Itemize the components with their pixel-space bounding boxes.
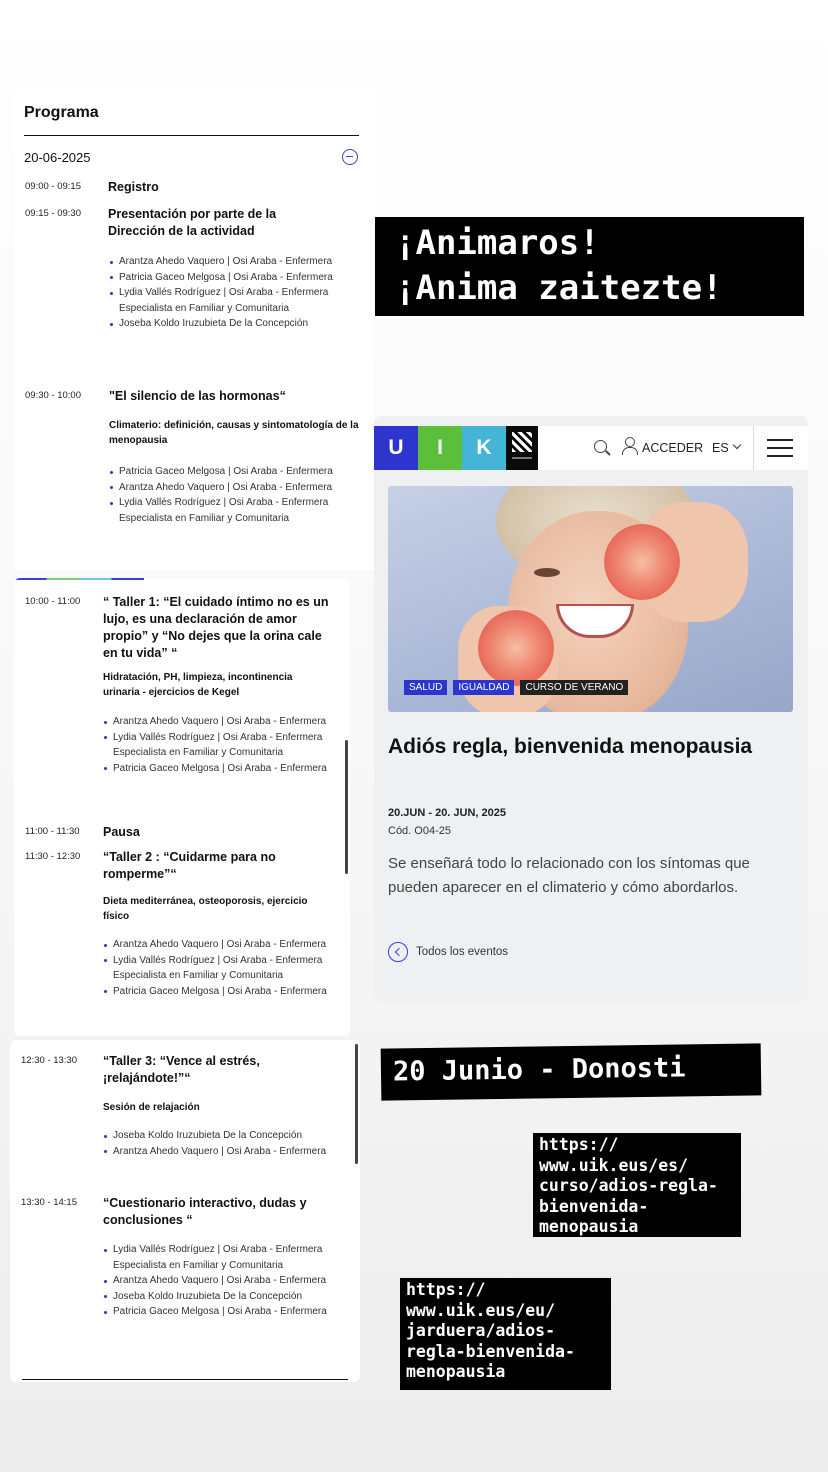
header-divider xyxy=(753,426,754,470)
session-subtitle: Dieta mediterránea, osteoporosis, ejercicio físico xyxy=(103,896,308,922)
speaker-item: Lydia Vallés Rodríguez | Osi Araba - Enfermera Especialista en Familiar y Comunitaria xyxy=(110,495,364,526)
event-title: Adiós regla, bienvenida menopausia xyxy=(388,735,753,758)
session-subtitle: Sesión de relajación xyxy=(103,1102,200,1113)
logo-letter: K xyxy=(462,426,506,470)
speaker-list xyxy=(104,937,344,999)
speaker-item: Patricia Gaceo Melgosa | Osi Araba - Enfermera xyxy=(110,270,362,286)
hero-eye xyxy=(534,568,560,577)
event-description: Se enseñará todo lo relacionado con los síntomas que pueden aparecer en el climaterio y cómo abordarlos. xyxy=(388,855,750,896)
program-panel-2 xyxy=(14,578,350,1036)
session-title: Pausa xyxy=(103,825,140,839)
speaker-list xyxy=(110,254,362,332)
speaker-item: Joseba Koldo Iruzubieta De la Concepción xyxy=(110,316,362,332)
session-title: “Taller 2 : “Cuidarme para no romperme”“ xyxy=(103,850,276,881)
speaker-item: Arantza Ahedo Vaquero | Osi Araba - Enfermera xyxy=(104,1144,344,1160)
back-arrow-icon[interactable] xyxy=(388,942,408,962)
event-code: Cód. O04-25 xyxy=(388,825,451,837)
speaker-item: Patricia Gaceo Melgosa | Osi Araba - Enfermera xyxy=(110,464,364,480)
scrollbar[interactable] xyxy=(345,740,348,874)
url-es-link[interactable]: https:// www.uik.eus/es/ curso/adios-regla- bienvenida- menopausia xyxy=(533,1133,741,1237)
session-title: “Taller 3: “Vence al estrés, ¡relajándote!”“ xyxy=(103,1054,260,1085)
speaker-item: Joseba Koldo Iruzubieta De la Concepción xyxy=(104,1128,344,1144)
banner-line: ¡Anima zaitezte! xyxy=(395,268,723,308)
program-panel-3 xyxy=(10,1040,360,1382)
speaker-item: Arantza Ahedo Vaquero | Osi Araba - Enfermera xyxy=(110,480,364,496)
event-dates: 20.JUN - 20. JUN, 2025 xyxy=(388,807,507,819)
speaker-item: Arantza Ahedo Vaquero | Osi Araba - Enfermera xyxy=(104,937,344,953)
session-time: 09:00 - 09:15 xyxy=(25,181,81,192)
color-stripe xyxy=(14,578,144,580)
language-selector[interactable]: ES xyxy=(712,441,729,455)
hamburger-menu-icon[interactable] xyxy=(767,439,793,457)
session-subtitle: Climaterio: definición, causas y sintomatología de la menopausia xyxy=(109,420,359,446)
session-time: 09:15 - 09:30 xyxy=(25,208,81,219)
tag-igualdad[interactable]: IGUALDAD xyxy=(453,680,514,695)
speaker-list xyxy=(110,464,364,526)
logo-letter: I xyxy=(418,426,462,470)
chevron-down-icon[interactable] xyxy=(733,441,741,449)
speaker-item: Arantza Ahedo Vaquero | Osi Araba - Enfermera xyxy=(104,1273,354,1289)
speaker-item: Joseba Koldo Iruzubieta De la Concepción xyxy=(104,1289,354,1305)
session-subtitle: Hidratación, PH, limpieza, incontinencia urinaria - ejercicios de Kegel xyxy=(103,672,293,698)
search-icon[interactable] xyxy=(594,440,607,453)
program-date: 20-06-2025 xyxy=(24,150,91,165)
tag-curso-verano[interactable]: CURSO DE VERANO xyxy=(520,680,628,695)
tag-list xyxy=(404,680,628,695)
speaker-list xyxy=(104,714,344,776)
program-title: Programa xyxy=(24,104,99,121)
session-time: 09:30 - 10:00 xyxy=(25,390,81,401)
session-time: 11:00 - 11:30 xyxy=(25,826,80,837)
encouragement-banner xyxy=(375,217,804,316)
user-icon[interactable] xyxy=(622,437,636,454)
banner-line: ¡Animaros! xyxy=(395,223,600,263)
session-time: 10:00 - 11:00 xyxy=(25,596,81,607)
uik-logo[interactable] xyxy=(374,426,506,470)
date-place-banner: 20 Junio - Donosti xyxy=(381,1043,762,1100)
grapefruit-icon xyxy=(604,524,680,600)
url-eu-link[interactable]: https:// www.uik.eus/eu/ jarduera/adios- regla-bienvenida- menopausia xyxy=(400,1278,611,1390)
uik-event-card xyxy=(374,416,808,1002)
session-title: Presentación por parte de la Dirección de la actividad xyxy=(108,207,277,238)
session-title: “Cuestionario interactivo, dudas y conclusiones “ xyxy=(103,1196,307,1227)
speaker-item: Arantza Ahedo Vaquero | Osi Araba - Enfermera xyxy=(104,714,344,730)
logo-letter: U xyxy=(374,426,418,470)
login-link[interactable]: ACCEDER xyxy=(642,441,704,455)
speaker-item: Lydia Vallés Rodríguez | Osi Araba - Enfermera Especialista en Familiar y Comunitaria xyxy=(110,285,362,316)
grapefruit-icon xyxy=(478,610,554,686)
scrollbar[interactable] xyxy=(355,1044,358,1164)
speaker-item: Lydia Vallés Rodríguez | Osi Araba - Enfermera Especialista en Familiar y Comunitaria xyxy=(104,1242,354,1273)
speaker-item: Patricia Gaceo Melgosa | Osi Araba - Enfermera xyxy=(104,761,344,777)
uik-header xyxy=(374,426,808,470)
session-title: "El silencio de las hormonas“ xyxy=(109,389,286,403)
session-time: 11:30 - 12:30 xyxy=(25,851,81,862)
speaker-item: Patricia Gaceo Melgosa | Osi Araba - Enfermera xyxy=(104,984,344,1000)
session-title: “ Taller 1: “El cuidado íntimo no es un lujo, es una declaración de amor propio” y “No dejes que la orina cale en tu vida” “ xyxy=(103,595,329,660)
program-panel-1 xyxy=(14,92,374,570)
hero-image xyxy=(388,486,793,712)
speaker-list xyxy=(104,1128,344,1159)
speaker-list xyxy=(104,1242,354,1320)
speaker-item: Arantza Ahedo Vaquero | Osi Araba - Enfermera xyxy=(110,254,362,270)
speaker-item: Patricia Gaceo Melgosa | Osi Araba - Enfermera xyxy=(104,1304,354,1320)
session-time: 13:30 - 14:15 xyxy=(21,1197,77,1208)
session-time: 12:30 - 13:30 xyxy=(21,1055,77,1066)
all-events-link[interactable]: Todos los eventos xyxy=(416,946,509,958)
program-divider xyxy=(24,135,359,136)
speaker-item: Lydia Vallés Rodríguez | Osi Araba - Enfermera Especialista en Familiar y Comunitaria xyxy=(104,953,344,984)
session-title: Registro xyxy=(108,180,159,194)
panel-divider xyxy=(22,1379,348,1380)
tag-salud[interactable]: SALUD xyxy=(404,680,447,695)
collapse-icon[interactable] xyxy=(342,149,358,165)
university-emblem-icon xyxy=(506,426,538,470)
speaker-item: Lydia Vallés Rodríguez | Osi Araba - Enfermera Especialista en Familiar y Comunitaria xyxy=(104,730,344,761)
